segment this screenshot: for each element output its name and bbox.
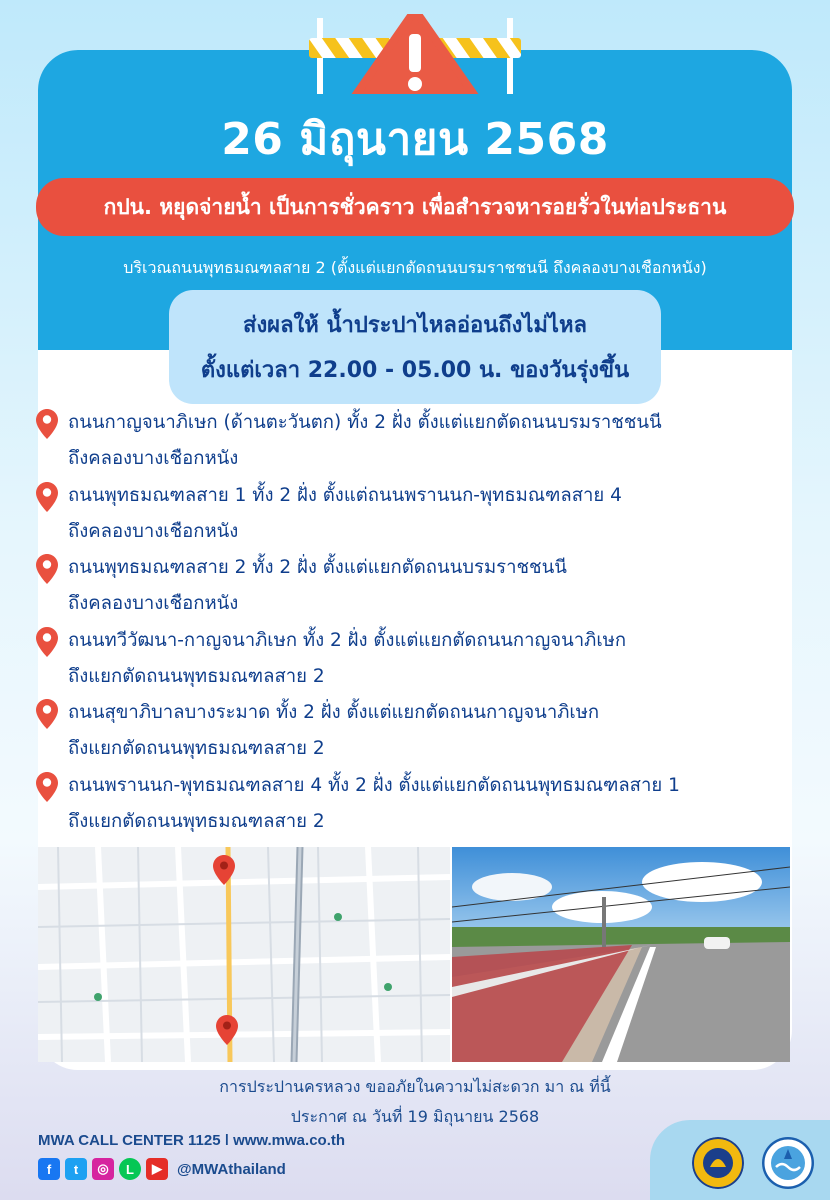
youtube-icon[interactable]: ▶ [146,1158,168,1180]
list-item [36,695,796,768]
social-links [38,1156,286,1182]
list-item [36,623,796,696]
list-item [36,550,796,623]
area-map [38,847,450,1062]
street-photo [452,847,790,1062]
location-line-2: ถึงคลองบางเชือกหนัง [68,448,239,469]
location-pin-icon [36,482,58,512]
location-line-1: ถนนสุขาภิบาลบางระมาด ทั้ง 2 ฝั่ง ตั้งแต่แยกตัดถนนกาญจนาภิเษก [68,702,600,723]
location-line-1: ถนนทวีวัฒนา-กาญจนาภิเษก ทั้ง 2 ฝั่ง ตั้งแต่แยกตัดถนนกาญจนาภิเษก [68,629,627,651]
effect-line-2: ตั้งแต่เวลา 22.00 - 05.00 น. ของวันรุ่งขึ้น [200,358,630,383]
location-line-1: ถนนกาญจนาภิเษก (ด้านตะวันตก) ทั้ง 2 ฝั่ง ตั้งแต่แยกตัดถนนบรมราชชนนี [68,412,662,433]
list-item [36,405,796,478]
map-photos [38,847,790,1062]
line-icon[interactable]: L [119,1158,141,1180]
location-line-1: ถนนพรานนก-พุทธมณฑลสาย 4 ทั้ง 2 ฝั่ง ตั้งแต่แยกตัดถนนพุทธมณฑลสาย 1 [68,774,680,796]
facebook-icon[interactable]: f [38,1158,60,1180]
list-item [36,478,796,551]
area-description: บริเวณถนนพุทธมณฑลสาย 2 (ตั้งแต่แยกตัดถนนบรมราชชนนี ถึงคลองบางเชือกหนัง) [123,258,707,277]
location-pin-icon [36,627,58,657]
mwa-logo [762,1137,814,1189]
location-line-1: ถนนพุทธมณฑลสาย 2 ทั้ง 2 ฝั่ง ตั้งแต่แยกตัดถนนบรมราชชนนี [68,557,567,578]
location-line-2: ถึงแยกตัดถนนพุทธมณฑลสาย 2 [68,738,325,759]
notice-banner: กปน. หยุดจ่ายน้ำ เป็นการชั่วคราว เพื่อสำรวจหารอยรั่วในท่อประธาน [36,178,794,236]
date-title: 26 มิถุนายน 2568 [221,114,609,165]
effect-line-1: ส่งผลให้ น้ำประปาไหลอ่อนถึงไม่ไหล [243,313,587,338]
announcement-date: ประกาศ ณ วันที่ 19 มิถุนายน 2568 [290,1107,540,1126]
call-center-info: MWA CALL CENTER 1125 ǀ www.mwa.co.th [38,1132,346,1149]
location-line-2: ถึงแยกตัดถนนพุทธมณฑลสาย 2 [68,810,325,832]
location-line-1: ถนนพุทธมณฑลสาย 1 ทั้ง 2 ฝั่ง ตั้งแต่ถนนพรานนก-พุทธมณฑลสาย 4 [68,484,622,506]
social-handle[interactable]: @MWAthailand [177,1160,286,1178]
instagram-icon[interactable]: ◎ [92,1158,114,1180]
location-pin-icon [36,409,58,439]
effect-box [169,290,661,404]
location-list [36,405,796,840]
warning-icon [305,14,525,94]
location-pin-icon [36,699,58,729]
location-pin-icon [36,772,58,802]
location-line-2: ถึงคลองบางเชือกหนัง [68,593,239,614]
location-line-2: ถึงคลองบางเชือกหนัง [68,520,239,542]
list-item [36,768,796,841]
twitter-icon[interactable]: t [65,1158,87,1180]
apology-text: การประปานครหลวง ขออภัยในความไม่สะดวก มา ณ ที่นี้ [219,1077,611,1096]
royal-emblem-logo [692,1137,744,1189]
location-line-2: ถึงแยกตัดถนนพุทธมณฑลสาย 2 [68,665,325,687]
location-pin-icon [36,554,58,584]
